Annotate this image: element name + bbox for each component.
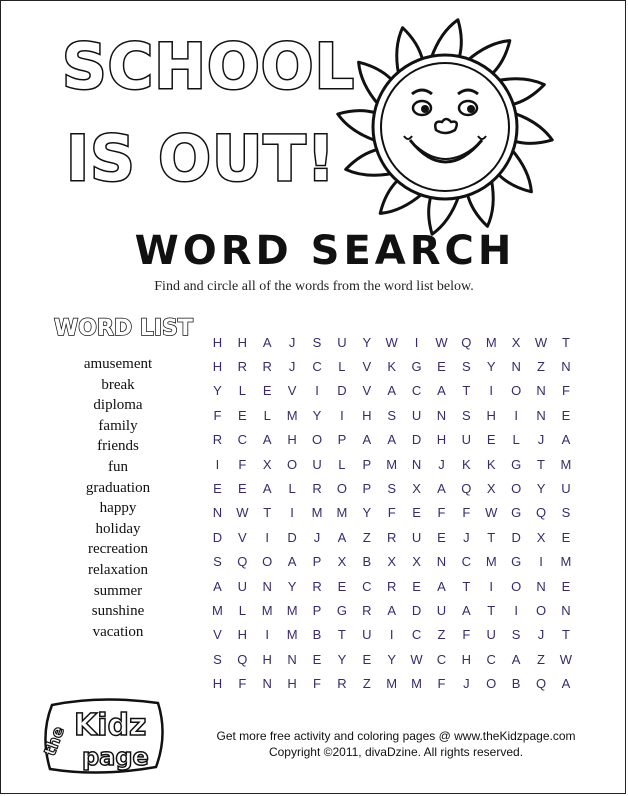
footer-line-2: Copyright ©2011, divaDzine. All rights reserved. <box>268 745 524 759</box>
grid-cell[interactable]: N <box>561 359 571 375</box>
grid-cell[interactable]: N <box>262 578 272 594</box>
grid-cell[interactable]: E <box>437 529 446 545</box>
grid-cell[interactable]: N <box>436 554 447 570</box>
grid-cell[interactable]: H <box>436 432 447 448</box>
grid-cell[interactable]: Q <box>535 676 547 692</box>
grid-cell[interactable]: X <box>387 554 397 570</box>
grid-cell[interactable]: A <box>437 578 446 594</box>
grid-cell[interactable]: Y <box>287 578 297 594</box>
grid-cell[interactable]: P <box>362 456 372 472</box>
word-list-item: recreation <box>88 541 148 558</box>
grid-cell[interactable]: A <box>213 578 222 594</box>
grid-cell[interactable]: A <box>437 481 446 497</box>
grid-cell[interactable]: V <box>362 359 372 375</box>
grid-cell[interactable]: H <box>486 407 496 423</box>
sun-icon <box>330 12 560 242</box>
grid-cell[interactable]: E <box>262 383 272 399</box>
grid-cell[interactable]: A <box>462 602 471 618</box>
logo-page: page <box>82 743 149 771</box>
grid-cell[interactable]: O <box>287 456 298 472</box>
grid-cell[interactable]: M <box>311 505 323 521</box>
grid-cell[interactable]: J <box>288 334 296 350</box>
word-list-item: sunshine <box>91 603 145 620</box>
grid-cell[interactable]: A <box>561 676 571 692</box>
grid-cell[interactable]: N <box>436 407 447 423</box>
footer-line-1: Get more free activity and coloring pages @ www.theKidzpage.com <box>216 729 576 743</box>
grid-cell[interactable]: V <box>287 383 297 399</box>
grid-cell[interactable]: V <box>213 627 222 643</box>
grid-cell[interactable]: Y <box>362 505 372 521</box>
grid-cell[interactable]: U <box>411 529 422 545</box>
grid-cell[interactable]: N <box>287 651 297 667</box>
grid-cell[interactable]: H <box>461 651 472 667</box>
grid-cell[interactable]: Y <box>486 359 496 375</box>
grid-cell[interactable]: Y <box>312 407 322 423</box>
word-list-item: family <box>98 417 138 434</box>
grid-cell[interactable]: F <box>238 676 247 692</box>
grid-cell[interactable]: J <box>438 456 445 472</box>
grid-cell[interactable]: L <box>263 407 271 423</box>
grid-cell[interactable]: N <box>536 383 546 399</box>
grid-cell[interactable]: O <box>262 554 273 570</box>
grid-cell[interactable]: R <box>312 481 322 497</box>
grid-cell[interactable]: W <box>385 334 398 350</box>
grid-cell[interactable]: Z <box>437 627 446 643</box>
grid-row <box>205 598 578 622</box>
grid-cell[interactable]: T <box>337 627 346 643</box>
word-list-item: holiday <box>95 520 141 537</box>
grid-cell[interactable]: I <box>265 529 270 545</box>
grid-cell[interactable]: C <box>411 383 422 399</box>
grid-cell[interactable]: S <box>462 407 471 423</box>
grid-cell[interactable]: Y <box>213 383 222 399</box>
grid-cell[interactable]: J <box>463 676 470 692</box>
grid-cell[interactable]: Q <box>461 481 472 497</box>
grid-cell[interactable]: H <box>287 432 297 448</box>
grid-cell[interactable]: Z <box>362 676 371 692</box>
grid-cell[interactable]: O <box>535 602 547 618</box>
grid-cell[interactable]: G <box>336 602 347 618</box>
grid-cell[interactable]: C <box>461 554 472 570</box>
grid-cell[interactable]: M <box>336 505 348 521</box>
grid-cell[interactable]: D <box>511 529 521 545</box>
grid-cell[interactable]: Q <box>535 505 547 521</box>
grid-cell[interactable]: R <box>312 578 322 594</box>
grid-row <box>205 428 578 452</box>
grid-cell[interactable]: L <box>338 359 346 375</box>
grid-cell[interactable]: E <box>412 578 421 594</box>
grid-cell[interactable]: T <box>263 505 272 521</box>
grid-cell[interactable]: I <box>539 554 543 570</box>
grid-cell[interactable]: J <box>537 627 545 643</box>
grid-row <box>205 330 578 354</box>
grid-cell[interactable]: M <box>286 407 298 423</box>
word-list-item: graduation <box>85 479 151 496</box>
grid-cell[interactable]: S <box>312 334 322 350</box>
grid-cell[interactable]: R <box>337 676 347 692</box>
grid-cell[interactable]: X <box>337 554 347 570</box>
grid-cell[interactable]: S <box>387 481 397 497</box>
grid-cell[interactable]: H <box>212 359 223 375</box>
grid-cell[interactable]: I <box>389 627 394 643</box>
footer <box>176 728 616 760</box>
grid-cell[interactable]: R <box>362 602 372 618</box>
grid-cell[interactable]: A <box>262 334 272 350</box>
grid-cell[interactable]: J <box>313 529 321 545</box>
grid-cell[interactable]: I <box>414 334 419 350</box>
grid-cell[interactable]: C <box>362 578 372 594</box>
grid-cell[interactable]: P <box>312 602 322 618</box>
grid-cell[interactable]: G <box>511 456 522 472</box>
grid-cell[interactable]: H <box>212 676 223 692</box>
grid-cell[interactable]: X <box>536 529 546 545</box>
title-line-2: IS OUT! <box>66 122 336 195</box>
grid-cell[interactable]: W <box>236 505 249 521</box>
grid-cell[interactable]: S <box>511 627 521 643</box>
grid-cell[interactable]: M <box>261 602 273 618</box>
grid-cell[interactable]: S <box>387 407 397 423</box>
word-list-item: relaxation <box>88 561 148 578</box>
grid-cell[interactable]: F <box>238 456 247 472</box>
grid-cell[interactable]: H <box>362 407 372 423</box>
grid-cell[interactable]: T <box>462 383 471 399</box>
grid-cell[interactable]: I <box>265 627 270 643</box>
grid-cell[interactable]: R <box>212 432 223 448</box>
grid-cell[interactable]: H <box>287 676 297 692</box>
grid-cell[interactable]: I <box>514 602 518 618</box>
grid-cell[interactable]: I <box>514 407 518 423</box>
grid-cell[interactable]: A <box>262 432 272 448</box>
grid-cell[interactable]: D <box>411 432 422 448</box>
grid-cell[interactable]: E <box>437 359 446 375</box>
grid-cell[interactable]: C <box>436 651 447 667</box>
grid-cell[interactable]: W <box>559 651 573 667</box>
grid-cell[interactable]: U <box>436 602 447 618</box>
grid-row <box>205 525 578 549</box>
grid-cell[interactable]: A <box>561 432 571 448</box>
grid-cell[interactable]: V <box>362 383 372 399</box>
grid-row <box>205 671 578 695</box>
grid-cell[interactable]: U <box>237 578 248 594</box>
grid-cell[interactable]: P <box>337 432 347 448</box>
grid-cell[interactable]: E <box>561 407 571 423</box>
grid-cell[interactable]: Z <box>362 529 371 545</box>
grid-cell[interactable]: Q <box>237 651 248 667</box>
grid-cell[interactable]: U <box>486 627 496 643</box>
grid-cell[interactable]: C <box>411 627 422 643</box>
grid-cell[interactable]: U <box>461 432 472 448</box>
grid-cell[interactable]: T <box>487 602 496 618</box>
grid-cell[interactable]: A <box>287 554 297 570</box>
grid-cell[interactable]: B <box>312 627 322 643</box>
grid-cell[interactable]: X <box>511 334 521 350</box>
grid-cell[interactable]: M <box>411 676 422 692</box>
grid-row <box>205 574 578 598</box>
grid-cell[interactable]: S <box>462 359 471 375</box>
grid-cell[interactable]: Z <box>537 651 545 667</box>
grid-cell[interactable]: M <box>560 456 572 472</box>
word-list-item: fun <box>108 458 128 475</box>
grid-cell[interactable]: N <box>212 505 223 521</box>
grid-cell[interactable]: F <box>437 505 446 521</box>
logo-kidz: Kidz <box>74 708 147 743</box>
grid-cell[interactable]: G <box>411 359 422 375</box>
grid-cell[interactable]: D <box>212 529 223 545</box>
grid-cell[interactable]: R <box>386 578 397 594</box>
grid-row <box>205 550 578 574</box>
grid-cell[interactable]: A <box>387 432 397 448</box>
grid-row <box>205 623 578 647</box>
kidz-page-logo <box>40 695 170 777</box>
grid-cell[interactable]: Z <box>537 359 545 375</box>
grid-cell[interactable]: I <box>489 383 494 399</box>
grid-cell[interactable]: M <box>286 627 298 643</box>
grid-cell[interactable]: H <box>237 627 248 643</box>
grid-cell[interactable]: N <box>561 602 571 618</box>
grid-cell[interactable]: M <box>386 456 398 472</box>
grid-cell[interactable]: N <box>411 456 422 472</box>
grid-cell[interactable]: K <box>462 456 471 472</box>
grid-cell[interactable]: M <box>485 554 497 570</box>
grid-cell[interactable]: A <box>511 651 521 667</box>
grid-cell[interactable]: P <box>312 554 322 570</box>
grid-cell[interactable]: F <box>462 505 471 521</box>
grid-cell[interactable]: G <box>511 505 522 521</box>
grid-cell[interactable]: F <box>313 676 321 692</box>
grid-cell[interactable]: E <box>412 505 421 521</box>
grid-cell[interactable]: E <box>337 578 347 594</box>
grid-cell[interactable]: A <box>387 602 397 618</box>
grid-cell[interactable]: X <box>262 456 272 472</box>
sun-ray <box>431 20 461 59</box>
grid-cell[interactable]: S <box>561 505 571 521</box>
title-line-1: SCHOOL <box>62 30 355 103</box>
grid-cell[interactable]: S <box>213 554 222 570</box>
grid-cell[interactable]: J <box>463 529 470 545</box>
grid-row <box>205 379 578 403</box>
grid-cell[interactable]: A <box>437 383 446 399</box>
grid-cell[interactable]: K <box>486 456 496 472</box>
grid-cell[interactable]: T <box>487 529 496 545</box>
grid-cell[interactable]: C <box>237 432 248 448</box>
grid-cell[interactable]: I <box>340 407 344 423</box>
grid-cell[interactable]: O <box>511 481 522 497</box>
word-list-item: break <box>101 376 135 393</box>
grid-cell[interactable]: X <box>412 481 421 497</box>
grid-cell[interactable]: E <box>312 651 322 667</box>
grid-row <box>205 354 578 378</box>
grid-cell[interactable]: W <box>534 334 548 350</box>
grid-cell[interactable]: M <box>485 334 497 350</box>
grid-cell[interactable]: E <box>238 407 247 423</box>
grid-cell[interactable]: A <box>362 432 372 448</box>
grid-cell[interactable]: O <box>311 432 323 448</box>
grid-cell[interactable]: L <box>238 602 246 618</box>
grid-row <box>205 647 578 671</box>
grid-cell[interactable]: A <box>337 529 347 545</box>
grid-row <box>205 501 578 525</box>
grid-cell[interactable]: I <box>290 505 294 521</box>
grid-cell[interactable]: L <box>338 456 346 472</box>
grid-cell[interactable]: O <box>336 481 347 497</box>
word-list <box>50 354 186 642</box>
grid-cell[interactable]: D <box>411 602 422 618</box>
grid-cell[interactable]: N <box>536 578 546 594</box>
grid-cell[interactable]: B <box>362 554 372 570</box>
grid-cell[interactable]: F <box>213 407 222 423</box>
grid-cell[interactable]: O <box>511 578 522 594</box>
grid-cell[interactable]: O <box>511 383 522 399</box>
grid-cell[interactable]: C <box>486 651 496 667</box>
grid-cell[interactable]: E <box>561 578 571 594</box>
instructions: Find and circle all of the words from the word list below. <box>154 279 474 294</box>
grid-cell[interactable]: E <box>362 651 372 667</box>
grid-cell[interactable]: E <box>238 481 247 497</box>
grid-cell[interactable]: H <box>237 334 248 350</box>
grid-cell[interactable]: X <box>412 554 421 570</box>
grid-cell[interactable]: M <box>212 602 223 618</box>
grid-row <box>205 476 578 500</box>
grid-cell[interactable]: N <box>511 359 521 375</box>
grid-cell[interactable]: H <box>212 334 223 350</box>
grid-cell[interactable]: G <box>511 554 522 570</box>
grid-cell[interactable]: Y <box>387 651 397 667</box>
word-list-title: WORD LIST <box>54 316 193 341</box>
grid-cell[interactable]: F <box>462 627 471 643</box>
grid-cell[interactable]: N <box>536 407 546 423</box>
subtitle: WORD SEARCH <box>134 228 516 274</box>
word-list-item: diploma <box>93 397 143 414</box>
grid-cell[interactable]: D <box>337 383 347 399</box>
grid-cell[interactable]: B <box>511 676 521 692</box>
grid-cell[interactable]: F <box>561 383 570 399</box>
grid-cell[interactable]: E <box>486 432 496 448</box>
grid-cell[interactable]: I <box>215 456 220 472</box>
grid-cell[interactable]: E <box>561 529 571 545</box>
grid-cell[interactable]: S <box>213 651 222 667</box>
grid-cell[interactable]: I <box>489 578 494 594</box>
grid-cell[interactable]: U <box>411 407 422 423</box>
grid-cell[interactable]: M <box>386 676 398 692</box>
grid-cell[interactable]: T <box>561 627 570 643</box>
grid-cell[interactable]: I <box>315 383 319 399</box>
grid-cell[interactable]: Q <box>461 334 472 350</box>
grid-cell[interactable]: C <box>312 359 322 375</box>
grid-cell[interactable]: W <box>410 651 423 667</box>
grid-cell[interactable]: U <box>312 456 322 472</box>
word-list-item: vacation <box>92 623 144 640</box>
word-list-item: amusement <box>83 356 153 372</box>
grid-cell[interactable]: M <box>286 602 298 618</box>
grid-cell[interactable]: D <box>287 529 297 545</box>
grid-cell[interactable]: K <box>387 359 397 375</box>
grid-cell[interactable]: P <box>362 481 372 497</box>
grid-cell[interactable]: U <box>561 481 571 497</box>
grid-cell[interactable]: N <box>262 676 272 692</box>
grid-cell[interactable]: M <box>560 554 572 570</box>
logo-the: the <box>40 723 68 759</box>
grid-cell[interactable]: Y <box>536 481 546 497</box>
grid-cell[interactable]: U <box>362 627 372 643</box>
word-list-item: happy <box>99 500 137 517</box>
word-list-item: summer <box>93 582 143 599</box>
grid-cell[interactable]: J <box>537 432 545 448</box>
sun-ray <box>514 113 553 143</box>
grid-cell[interactable]: J <box>288 359 296 375</box>
grid-cell[interactable]: F <box>437 676 446 692</box>
grid-row <box>205 403 578 427</box>
grid-cell[interactable]: R <box>237 359 248 375</box>
grid-cell[interactable]: L <box>238 383 246 399</box>
grid-cell[interactable]: R <box>262 359 272 375</box>
grid-cell[interactable]: X <box>486 481 496 497</box>
grid-cell[interactable]: Y <box>362 334 372 350</box>
grid-cell[interactable]: T <box>462 578 471 594</box>
word-search-grid <box>205 330 578 696</box>
grid-row <box>205 452 578 476</box>
grid-cell[interactable]: A <box>262 481 272 497</box>
grid-cell[interactable]: V <box>238 529 247 545</box>
grid-cell[interactable]: T <box>537 456 545 472</box>
word-list-item: friends <box>97 438 139 455</box>
grid-cell[interactable]: E <box>213 481 222 497</box>
grid-cell[interactable]: Y <box>337 651 347 667</box>
grid-cell[interactable]: R <box>386 529 397 545</box>
grid-cell[interactable]: W <box>435 334 448 350</box>
grid-cell[interactable]: T <box>561 334 570 350</box>
grid-cell[interactable]: O <box>486 676 497 692</box>
grid-cell[interactable]: F <box>387 505 396 521</box>
grid-cell[interactable]: Q <box>237 554 248 570</box>
sun-ray <box>338 111 377 141</box>
grid-cell[interactable]: H <box>262 651 272 667</box>
grid-cell[interactable]: W <box>485 505 498 521</box>
grid-cell[interactable]: L <box>512 432 520 448</box>
grid-cell[interactable]: A <box>387 383 397 399</box>
grid-cell[interactable]: L <box>288 481 296 497</box>
grid-cell[interactable]: U <box>337 334 347 350</box>
